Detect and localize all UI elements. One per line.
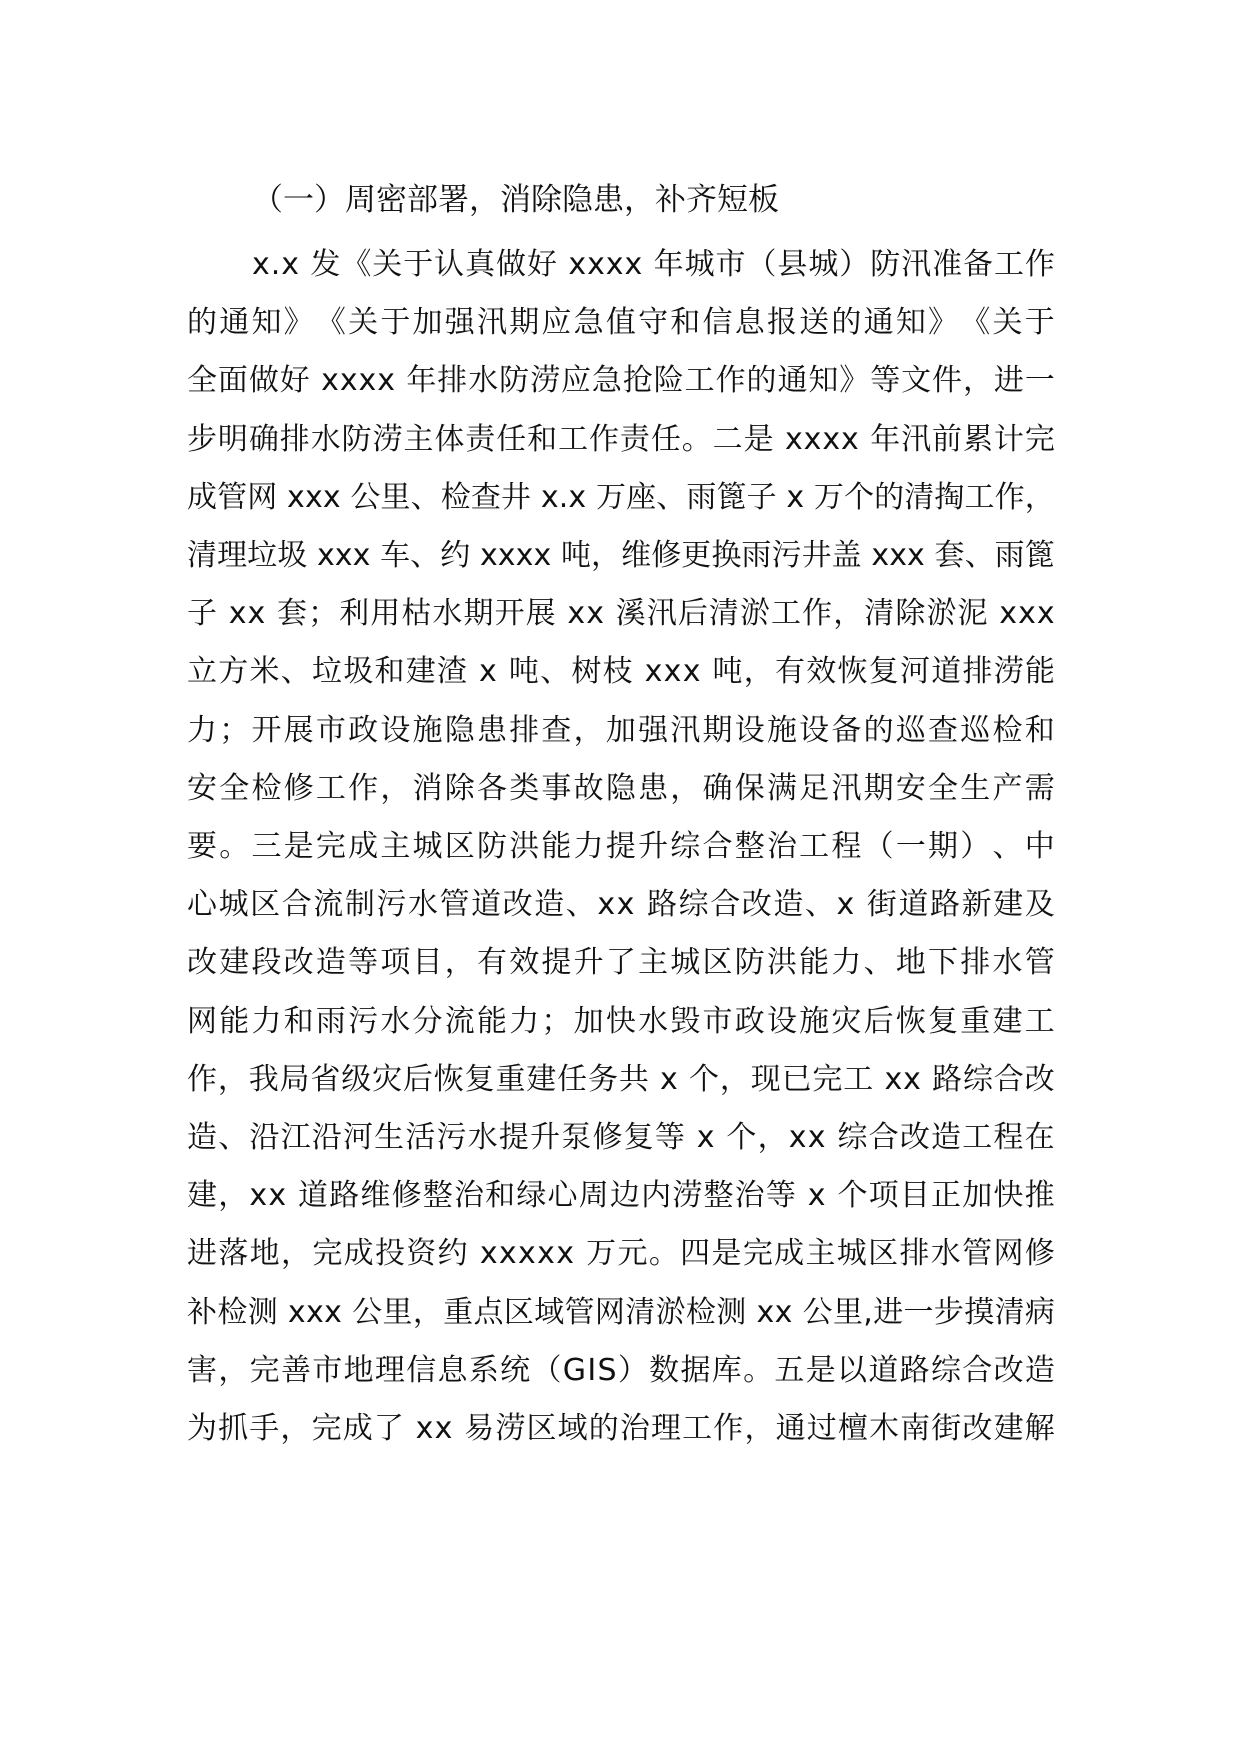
- paragraph-line: 改 建 段 改 造 等 项 目 ， 有 效 提 升 了 主 城 区 防 洪 能 力 、 地 下 排 水 管: [187, 945, 1055, 981]
- paragraph-line: 进 落 地 ， 完 成 投 资 约 x x x x x 万 元 。 四 是 完 成 主 城 区 排 水 管 网 修: [187, 1236, 1055, 1272]
- paragraph-line: 的 通 知 》 《 关 于 加 强 汛 期 应 急 值 守 和 信 息 报 送 的 通 知 》 《 关 于: [187, 305, 1055, 341]
- paragraph-line: 要 。 三 是 完 成 主 城 区 防 洪 能 力 提 升 综 合 整 治 工 程 （ 一 期 ） 、 中: [187, 829, 1055, 864]
- paragraph-line: 为 抓 手 ， 完 成 了 x x 易 涝 区 域 的 治 理 工 作 ， 通 过 檀 木 南 街 改 建 解: [187, 1411, 1055, 1446]
- paragraph-line: 清 理 垃 圾 x x x 车 、 约 x x x x 吨 ， 维 修 更 换 雨 污 井 盖 x x x 套 、 雨 篦: [187, 538, 1055, 573]
- paragraph-line: 心 城 区 合 流 制 污 水 管 道 改 造 、 x x 路 综 合 改 造 、 x 街 道 路 新 建 及: [187, 887, 1055, 923]
- paragraph-line: 安 全 检 修 工 作 ， 消 除 各 类 事 故 隐 患 ， 确 保 满 足 汛 期 安 全 生 产 需: [187, 770, 1055, 806]
- paragraph-line: 网 能 力 和 雨 污 水 分 流 能 力 ； 加 快 水 毁 市 政 设 施 灾 后 恢 复 重 建 工: [187, 1003, 1055, 1039]
- paragraph-line: x . x 发 《 关 于 认 真 做 好 x x x x 年 城 市 （ 县 城 ） 防 汛 准 备 工 作: [252, 247, 1055, 282]
- paragraph-line: 步 明 确 排 水 防 涝 主 体 责 任 和 工 作 责 任 。 二 是 x x x x 年 汛 前 累 计 完: [187, 421, 1055, 457]
- paragraph-line: 建 ， x x 道 路 维 修 整 治 和 绿 心 周 边 内 涝 整 治 等 x 个 项 目 正 加 快 推: [187, 1178, 1055, 1214]
- paragraph-line: 全 面 做 好 x x x x 年 排 水 防 涝 应 急 抢 险 工 作 的 通 知 》 等 文 件 ， 进 一: [187, 363, 1055, 399]
- section-heading: （一）周密部署，消除隐患，补齐短板: [252, 182, 779, 218]
- paragraph-line: 力 ； 开 展 市 政 设 施 隐 患 排 查 ， 加 强 汛 期 设 施 设 备 的 巡 查 巡 检 和: [187, 712, 1055, 748]
- paragraph-line: 补 检 测 x x x 公 里 ， 重 点 区 域 管 网 清 淤 检 测 x x 公 里 , 进 一 步 摸 清 病: [187, 1294, 1055, 1330]
- paragraph-line: 害 ， 完 善 市 地 理 信 息 系 统 （ G I S ） 数 据 库 。 五 是 以 道 路 综 合 改 造: [187, 1352, 1055, 1388]
- paragraph-line: 立 方 米 、 垃 圾 和 建 渣 x 吨 、 树 枝 x x x 吨 ， 有 效 恢 复 河 道 排 涝 能: [187, 654, 1055, 690]
- paragraph-line: 子 x x 套 ； 利 用 枯 水 期 开 展 x x 溪 汛 后 清 淤 工 作 ， 清 除 淤 泥 x x x: [187, 596, 1055, 632]
- paragraph-line: 造 、 沿 江 沿 河 生 活 污 水 提 升 泵 修 复 等 x 个 ， x x 综 合 改 造 工 程 在: [187, 1120, 1055, 1155]
- paragraph-line: 作 ， 我 局 省 级 灾 后 恢 复 重 建 任 务 共 x 个 ， 现 已 完 工 x x 路 综 合 改: [187, 1061, 1055, 1097]
- paragraph-line: 成 管 网 x x x 公 里 、 检 查 井 x . x 万 座 、 雨 篦 子 x 万 个 的 清 掏 工 作 ，: [187, 479, 1055, 515]
